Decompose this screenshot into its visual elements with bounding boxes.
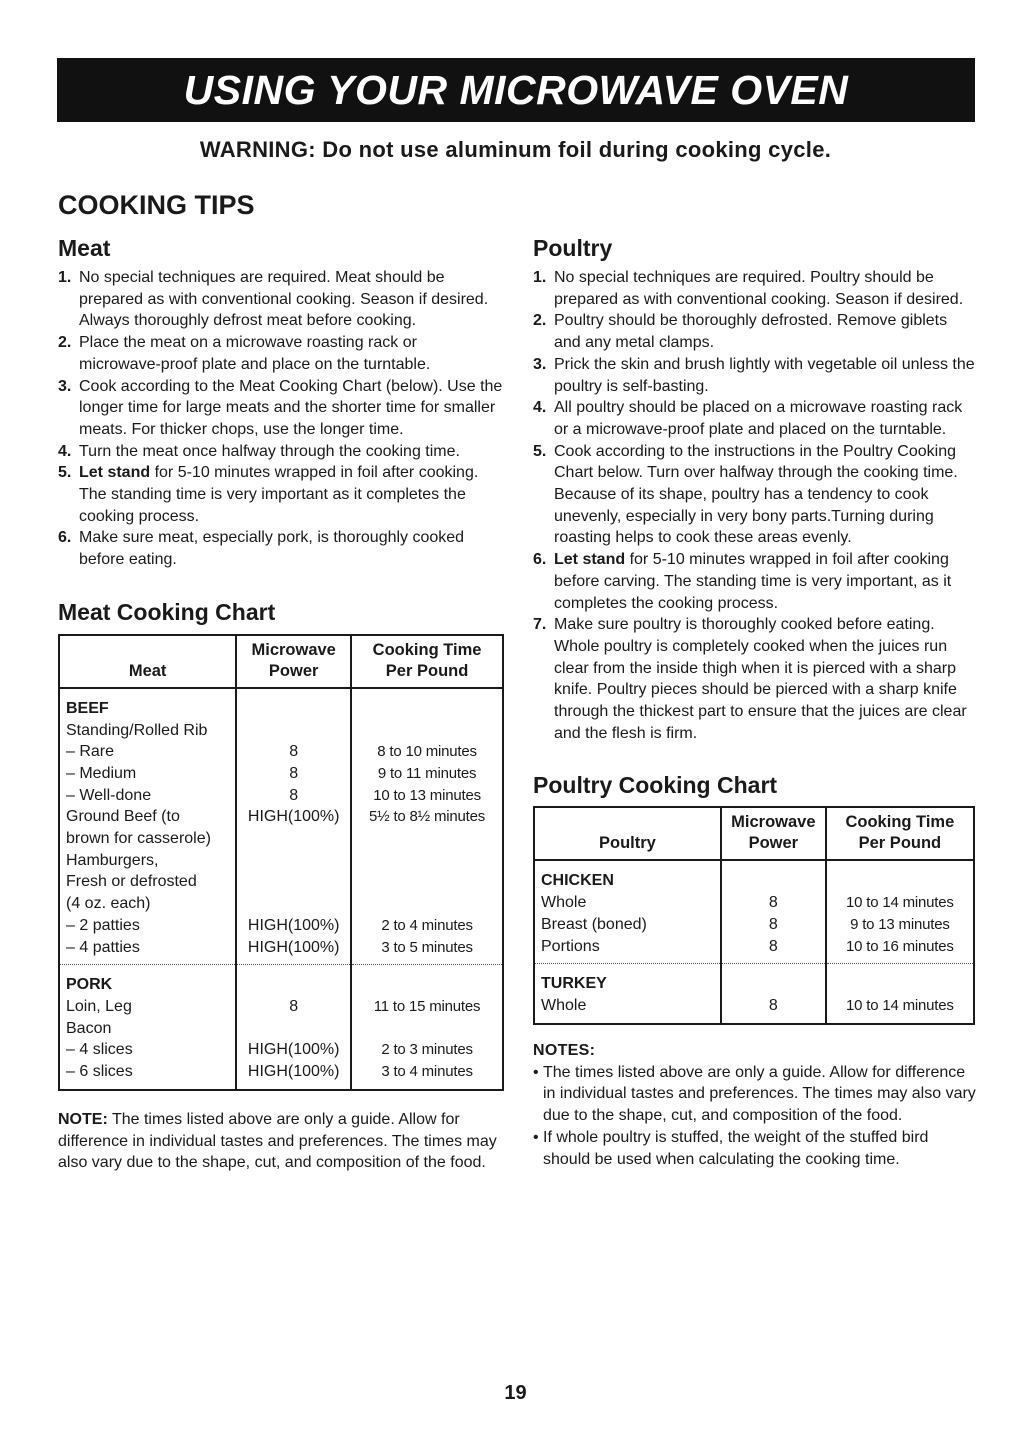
table-cell bbox=[243, 720, 344, 742]
note-text: If whole poultry is stuffed, the weight of the stuffed bird should be used when calculating the cooking time. bbox=[543, 1128, 929, 1168]
step-text: No special techniques are required. Poultry should be prepared as with conventional cooking. Season if desired. bbox=[554, 269, 964, 308]
category-label: TURKEY bbox=[541, 975, 607, 993]
table-cell: 8 bbox=[768, 915, 778, 933]
table-cell bbox=[358, 720, 496, 742]
column-header-time bbox=[351, 635, 503, 688]
table-cell: – 4 patties bbox=[66, 938, 140, 956]
table-cell: 9 to 11 minutes bbox=[377, 764, 477, 782]
table-cell bbox=[243, 828, 344, 850]
category-label: BEEF bbox=[66, 699, 109, 717]
table-cell: 11 to 15 minutes bbox=[373, 997, 481, 1015]
list-item bbox=[533, 1062, 978, 1127]
table-cell: 10 to 14 minutes bbox=[846, 996, 954, 1014]
category-label: CHICKEN bbox=[541, 872, 614, 890]
list-item bbox=[58, 441, 503, 463]
table-cell: 8 bbox=[289, 786, 299, 804]
table-cell: 10 to 16 minutes bbox=[846, 937, 954, 955]
table-cell bbox=[358, 1018, 496, 1040]
table-cell: Hamburgers, bbox=[66, 851, 159, 869]
beef-times bbox=[351, 688, 503, 965]
table-header-row bbox=[534, 807, 974, 860]
column-header-meat: Meat bbox=[59, 635, 236, 688]
step-text: for 5-10 minutes wrapped in foil after cooking. The standing time is very important as it completes the cooking process. bbox=[79, 464, 479, 525]
step-number: 4. bbox=[58, 442, 72, 460]
table-cell: brown for casserole) bbox=[66, 830, 211, 848]
step-number: 2. bbox=[58, 334, 72, 352]
step-text: Make sure meat, especially pork, is thoroughly cooked before eating. bbox=[79, 529, 465, 569]
bullet: • bbox=[533, 1063, 539, 1081]
step-text: Prick the skin and brush lightly with vegetable oil unless the poultry is self-basting. bbox=[554, 355, 975, 395]
table-cell: HIGH(100%) bbox=[247, 938, 340, 956]
column-header-time bbox=[826, 807, 974, 860]
turkey-powers bbox=[721, 964, 826, 1024]
page-number: 19 bbox=[504, 1382, 527, 1404]
header-line: Per Pound bbox=[858, 834, 942, 853]
list-item bbox=[58, 527, 503, 570]
poultry-heading: Poultry bbox=[533, 235, 613, 261]
step-text: Poultry should be thoroughly defrosted. Remove giblets and any metal clamps. bbox=[554, 312, 948, 352]
table-cell: – Rare bbox=[66, 743, 115, 761]
table-cell bbox=[243, 1018, 344, 1040]
table-cell: Ground Beef (to bbox=[66, 808, 180, 826]
poultry-chart-title: Poultry Cooking Chart bbox=[533, 772, 778, 799]
step-number: 6. bbox=[533, 551, 547, 569]
table-cell: 10 to 14 minutes bbox=[846, 894, 954, 912]
section-title: COOKING TIPS bbox=[58, 190, 255, 220]
turkey-items bbox=[534, 964, 721, 1024]
table-cell: 5½ to 8½ minutes bbox=[369, 808, 486, 826]
beef-items bbox=[59, 688, 236, 965]
poultry-steps bbox=[533, 267, 978, 744]
step-number: 1. bbox=[533, 269, 547, 286]
pork-times bbox=[351, 965, 503, 1090]
pork-items bbox=[59, 965, 236, 1090]
step-bold: Let stand bbox=[554, 551, 626, 569]
step-number: 1. bbox=[58, 269, 72, 286]
step-text: Make sure poultry is thoroughly cooked before eating. Whole poultry is completely cooked when the juices run clear from the inside thigh when it is pierced with a sharp knife. Poultry pieces should be pierced with a sharp knife through the thickest part to ensure that the juices are clear and the flesh is firm. bbox=[554, 616, 967, 742]
table-cell: Whole bbox=[541, 996, 587, 1014]
step-text: Place the meat on a microwave roasting rack or microwave-proof plate and place on the turntable. bbox=[79, 334, 431, 373]
step-number: 7. bbox=[533, 616, 547, 634]
step-text: All poultry should be placed on a microwave roasting rack or a microwave-proof plate and placed on the turntable. bbox=[554, 399, 963, 438]
header-line: Power bbox=[268, 661, 319, 680]
table-cell: 3 to 4 minutes bbox=[381, 1063, 473, 1081]
chicken-group bbox=[534, 860, 974, 963]
list-item bbox=[533, 354, 978, 397]
list-item bbox=[533, 397, 978, 440]
table-cell: 8 bbox=[768, 937, 778, 955]
note-text: The times listed above are only a guide. Allow for difference in individual tastes and preferences. The times may also vary due to the shape, cut, and composition of the food. bbox=[543, 1063, 976, 1125]
pork-group bbox=[59, 965, 503, 1090]
table-cell: – Medium bbox=[66, 764, 137, 782]
table-cell bbox=[243, 893, 344, 915]
warning-text: WARNING: Do not use aluminum foil during cooking cycle. bbox=[199, 137, 832, 162]
table-cell: Breast (boned) bbox=[541, 915, 647, 933]
beef-group bbox=[59, 688, 503, 965]
table-cell bbox=[358, 850, 496, 872]
header-line: Cooking Time bbox=[372, 640, 482, 659]
table-cell: 9 to 13 minutes bbox=[850, 915, 950, 933]
meat-column bbox=[58, 233, 503, 1174]
notes-list bbox=[533, 1062, 978, 1171]
table-cell bbox=[243, 850, 344, 872]
table-cell: Portions bbox=[541, 937, 600, 955]
list-item bbox=[533, 441, 978, 550]
header-line: Power bbox=[748, 834, 799, 853]
poultry-notes bbox=[533, 1040, 978, 1171]
table-cell bbox=[358, 828, 496, 850]
chicken-items bbox=[534, 860, 721, 963]
list-item bbox=[533, 310, 978, 353]
step-number: 5. bbox=[533, 442, 547, 460]
table-cell: 2 to 3 minutes bbox=[381, 1041, 473, 1059]
table-cell: 8 to 10 minutes bbox=[377, 743, 477, 761]
step-text: Turn the meat once halfway through the cooking time. bbox=[79, 442, 460, 460]
pork-powers bbox=[236, 965, 351, 1090]
list-item bbox=[533, 1127, 978, 1170]
list-item bbox=[58, 332, 503, 375]
turkey-group bbox=[534, 964, 974, 1024]
table-cell: – 4 slices bbox=[66, 1041, 133, 1059]
step-bold: Let stand bbox=[79, 464, 151, 482]
list-item bbox=[58, 267, 503, 332]
meat-heading: Meat bbox=[58, 235, 111, 261]
step-text: Cook according to the Meat Cooking Chart (below). Use the longer time for large meats and the shorter time for smaller meats. For thicker chops, use the longer time. bbox=[79, 377, 503, 438]
header-line: Microwave bbox=[731, 813, 816, 832]
table-cell: 8 bbox=[768, 996, 778, 1014]
table-cell bbox=[358, 871, 496, 893]
table-cell: (4 oz. each) bbox=[66, 895, 151, 913]
column-header-poultry: Poultry bbox=[534, 807, 721, 860]
table-cell: HIGH(100%) bbox=[247, 808, 340, 826]
page-banner: USING YOUR MICROWAVE OVEN bbox=[57, 58, 975, 122]
header-line: Microwave bbox=[251, 640, 336, 659]
turkey-times bbox=[826, 964, 974, 1024]
column-header-power bbox=[721, 807, 826, 860]
table-cell: 3 to 5 minutes bbox=[381, 938, 473, 956]
table-cell: Loin, Leg bbox=[66, 997, 132, 1015]
table-cell: 8 bbox=[289, 997, 299, 1015]
table-cell: 8 bbox=[289, 743, 299, 761]
note-text: The times listed above are only a guide. Allow for difference in individual tastes and preferences. The times may also vary due to the shape, cut, and composition of the food. bbox=[58, 1110, 497, 1172]
list-item bbox=[533, 614, 978, 744]
step-number: 3. bbox=[533, 355, 547, 373]
step-number: 3. bbox=[58, 377, 72, 395]
meat-cooking-chart bbox=[58, 634, 504, 1091]
chicken-powers bbox=[721, 860, 826, 963]
step-text: for 5-10 minutes wrapped in foil after cooking before carving. The standing time is very important, as it completes the cooking process. bbox=[554, 551, 952, 612]
table-cell: Bacon bbox=[66, 1019, 112, 1037]
table-cell: Fresh or defrosted bbox=[66, 873, 197, 891]
bullet: • bbox=[533, 1128, 539, 1146]
list-item bbox=[58, 462, 503, 527]
header-line: Per Pound bbox=[385, 661, 469, 680]
table-cell: HIGH(100%) bbox=[247, 916, 340, 934]
step-number: 2. bbox=[533, 312, 547, 330]
note-label: NOTE: bbox=[58, 1110, 108, 1128]
column-header-power bbox=[236, 635, 351, 688]
table-cell: 10 to 13 minutes bbox=[373, 786, 481, 804]
chicken-times bbox=[826, 860, 974, 963]
poultry-cooking-chart bbox=[533, 806, 975, 1024]
meat-chart-title: Meat Cooking Chart bbox=[58, 598, 276, 625]
meat-steps bbox=[58, 267, 503, 571]
list-item bbox=[533, 267, 978, 310]
notes-heading: NOTES: bbox=[533, 1041, 596, 1059]
beef-powers bbox=[236, 688, 351, 965]
list-item bbox=[533, 549, 978, 614]
step-text: Cook according to the instructions in the Poultry Cooking Chart below. Turn over halfway through the cooking time. Because of its shape, poultry has a tendency to cook unevenly, especially in very bony parts.Turning during roasting helps to cook these areas evenly. bbox=[554, 442, 958, 547]
table-cell: – 6 slices bbox=[66, 1063, 133, 1081]
step-number: 6. bbox=[58, 529, 72, 547]
header-line: Cooking Time bbox=[845, 813, 955, 832]
table-cell: HIGH(100%) bbox=[247, 1063, 340, 1081]
poultry-column bbox=[533, 233, 978, 1170]
table-cell: Whole bbox=[541, 894, 587, 912]
category-label: PORK bbox=[66, 976, 113, 994]
step-number: 4. bbox=[533, 399, 547, 417]
step-number: 5. bbox=[58, 464, 72, 482]
table-cell: 2 to 4 minutes bbox=[381, 916, 473, 934]
table-cell: HIGH(100%) bbox=[247, 1041, 340, 1059]
table-cell: – Well-done bbox=[66, 786, 152, 804]
table-cell bbox=[358, 893, 496, 915]
step-text: No special techniques are required. Meat should be prepared as with conventional cooking. Season if desired. Always thoroughly defrost meat before cooking. bbox=[79, 269, 489, 330]
table-header-row bbox=[59, 635, 503, 688]
table-cell: 8 bbox=[289, 764, 299, 782]
table-cell: Standing/Rolled Rib bbox=[66, 721, 208, 739]
table-cell bbox=[243, 871, 344, 893]
table-cell: 8 bbox=[768, 894, 778, 912]
list-item bbox=[58, 376, 503, 441]
meat-note bbox=[58, 1109, 503, 1174]
table-cell: – 2 patties bbox=[66, 916, 140, 934]
